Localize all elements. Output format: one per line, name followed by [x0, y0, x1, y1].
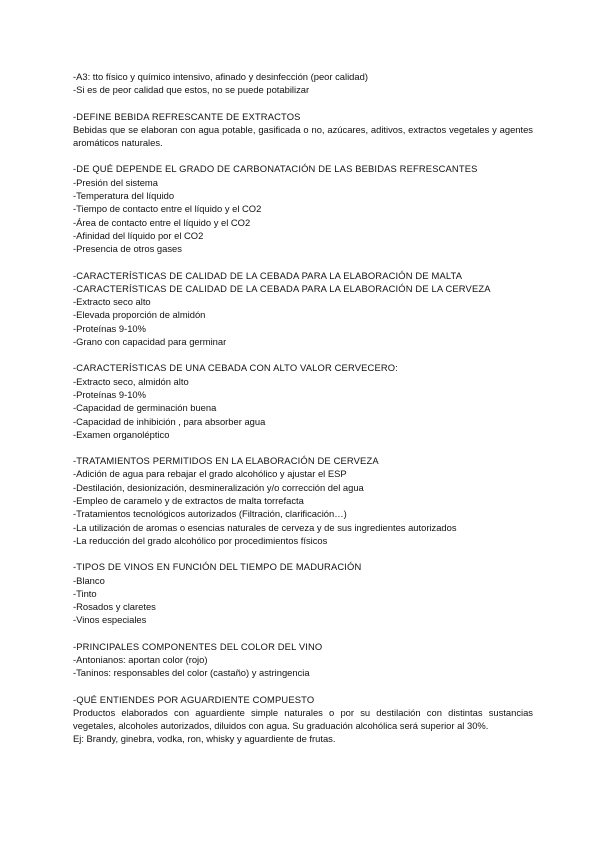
list-item: -Proteínas 9-10%	[73, 388, 146, 400]
section-barley-quality	[73, 269, 533, 349]
list-item: -Proteínas 9-10%	[73, 322, 146, 334]
section-refreshing-drink	[73, 110, 533, 150]
section-heading: -CARACTERÍSTICAS DE CALIDAD DE LA CEBADA PARA LA ELABORACIÓN DE LA CERVEZA	[73, 282, 491, 294]
list-item: -Destilación, desionización, desmineralización y/o corrección del agua	[73, 481, 364, 493]
list-item: -Capacidad de inhibición , para absorber agua	[73, 415, 266, 427]
list-item: -Área de contacto entre el líquido y el CO2	[73, 216, 251, 228]
list-item: -La utilización de aromas o esencias naturales de cerveza y de sus ingredientes autorizados	[73, 521, 457, 533]
list-item: -A3: tto físico y químico intensivo, afinado y desinfección (peor calidad)	[73, 71, 368, 82]
section-heading: -DEFINE BEBIDA REFRESCANTE DE EXTRACTOS	[73, 110, 301, 122]
example-line: Ej: Brandy, ginebra, vodka, ron, whisky y aguardiente de frutas.	[73, 733, 336, 745]
list-item: -Si es de peor calidad que estos, no se puede potabilizar	[73, 84, 310, 96]
list-item: -Capacidad de germinación buena	[73, 402, 217, 414]
list-item: -Empleo de caramelo y de extractos de malta torrefacta	[73, 495, 304, 507]
list-item: -Adición de agua para rebajar el grado alcohólico y ajustar el ESP	[73, 468, 347, 480]
list-item: -Antonianos: aportan color (rojo)	[73, 653, 208, 665]
section-wine-types	[73, 560, 533, 626]
section-heading: -QUÉ ENTIENDES POR AGUARDIENTE COMPUESTO	[73, 693, 315, 705]
section-heading: -PRINCIPALES COMPONENTES DEL COLOR DEL VINO	[73, 640, 323, 652]
list-item: -Extracto seco alto	[73, 296, 151, 308]
section-brewing-barley	[73, 361, 533, 441]
list-item: -Elevada proporción de almidón	[73, 309, 206, 321]
section-heading: -CARACTERÍSTICAS DE UNA CEBADA CON ALTO VALOR CERVECERO:	[73, 362, 398, 374]
section-water-treatment	[73, 70, 533, 97]
section-heading: -DE QUÉ DEPENDE EL GRADO DE CARBONATACIÓN DE LAS BEBIDAS REFRESCANTES	[73, 163, 478, 175]
section-heading: -TRATAMIENTOS PERMITIDOS EN LA ELABORACIÓN DE CERVEZA	[73, 455, 379, 467]
list-item: -Rosados y claretes	[73, 601, 156, 613]
section-carbonation	[73, 162, 533, 255]
section-compound-spirit	[73, 693, 533, 746]
list-item: -Afinidad del líquido por el CO2	[73, 229, 204, 241]
list-item: -La reducción del grado alcohólico por procedimientos físicos	[73, 534, 328, 546]
list-item: -Grano con capacidad para germinar	[73, 336, 227, 348]
list-item: -Presión del sistema	[73, 176, 158, 188]
list-item: -Tinto	[73, 587, 97, 599]
list-item: -Taninos: responsables del color (castaño) y astringencia	[73, 667, 310, 679]
section-heading: -CARACTERÍSTICAS DE CALIDAD DE LA CEBADA PARA LA ELABORACIÓN DE MALTA	[73, 269, 463, 281]
list-item: -Tratamientos tecnológicos autorizados (Filtración, clarificación…)	[73, 508, 347, 520]
list-item: -Presencia de otros gases	[73, 243, 182, 255]
list-item: -Blanco	[73, 574, 105, 586]
definition-paragraph: Bebidas que se elaboran con agua potable, gasificada o no, azúcares, aditivos, extractos vegetales y agentes aromáticos naturales.	[73, 123, 533, 149]
list-item: -Vinos especiales	[73, 614, 147, 626]
definition-paragraph: Productos elaborados con aguardiente simple naturales o por su destilación con distintas sustancias vegetales, alcoholes autorizados, diluidos con agua. Su graduación alcohólica será superior al 30%.	[73, 706, 533, 732]
list-item: -Temperatura del líquido	[73, 190, 175, 202]
list-item: -Tiempo de contacto entre el líquido y el CO2	[73, 203, 262, 215]
document-body	[73, 70, 533, 746]
section-beer-treatments	[73, 454, 533, 547]
section-heading: -TIPOS DE VINOS EN FUNCIÓN DEL TIEMPO DE MADURACIÓN	[73, 561, 362, 573]
section-wine-color	[73, 640, 533, 680]
list-item: -Extracto seco, almidón alto	[73, 375, 189, 387]
list-item: -Examen organoléptico	[73, 428, 170, 440]
